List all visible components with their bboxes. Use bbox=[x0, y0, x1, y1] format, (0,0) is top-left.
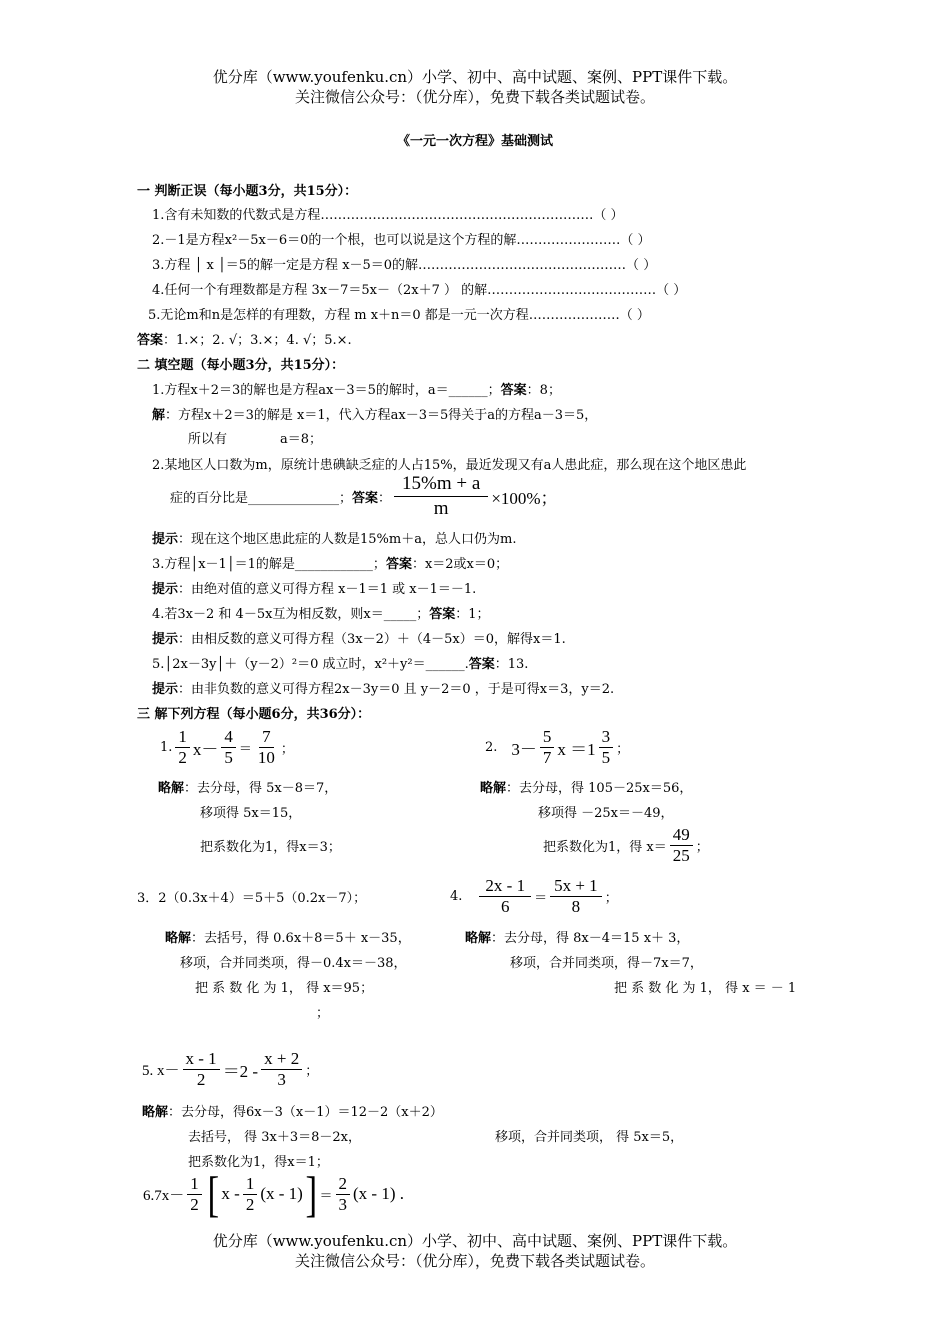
s1-answer bbox=[137, 329, 352, 348]
s3-p5-tail: ； bbox=[305, 1063, 319, 1079]
s3-p2-r-den: 25 bbox=[672, 845, 690, 865]
s2-q1-text: 1.方程x＋2＝3的解也是方程ax－3＝5的解时，a＝______； bbox=[152, 383, 501, 398]
s3-p3-lue: 略解 bbox=[165, 931, 192, 946]
s3-p6-pre: 6.7x－ bbox=[143, 1187, 185, 1204]
s1-answer-label: 答案 bbox=[137, 333, 164, 348]
s3-p2-num: 2. bbox=[485, 739, 498, 755]
s3-p4-frac-2 bbox=[550, 876, 602, 917]
s2-q2-frac-den: m bbox=[433, 497, 449, 519]
s3-p2-f2-den: 5 bbox=[601, 747, 611, 767]
s3-p1-tail: ； bbox=[280, 741, 294, 757]
footer-line-2: 关注微信公众号：（优分库），免费下载各类试题试卷。 bbox=[294, 1252, 655, 1270]
s3-p6-eq: ＝ bbox=[319, 1188, 333, 1204]
s3-p2-pre: 3－ bbox=[511, 739, 537, 759]
s3-p6-f1-den: 2 bbox=[190, 1194, 199, 1214]
s2-q3 bbox=[152, 553, 508, 572]
s2-q1-solution bbox=[152, 404, 597, 423]
s3-p2-mid: x ＝1 bbox=[557, 739, 596, 759]
s3-p2-rtail: ； bbox=[695, 839, 709, 855]
s3-p1-frac-2 bbox=[221, 727, 236, 768]
s2-q3-answer-label: 答案 bbox=[385, 557, 412, 572]
s3-p6-in1: x - bbox=[221, 1184, 240, 1203]
s2-q5-hint-label: 提示 bbox=[152, 682, 179, 697]
s3-p6-right-bracket: ] bbox=[305, 1166, 317, 1222]
s1-item-3: 3.方程 │ x │＝5的解一定是方程 x－5＝0的解…………………………………………（ ） bbox=[152, 258, 657, 273]
s3-p6-frac-2 bbox=[243, 1174, 258, 1215]
s3-p1-f1-den: 2 bbox=[178, 747, 187, 767]
s2-q3-hint-label: 提示 bbox=[152, 582, 179, 597]
s2-q2-hint-text: ：现在这个地区患此症的人数是15%m＋a，总人口仍为m. bbox=[178, 532, 517, 547]
s3-p3-sol-2: 移项，合并同类项，得－0.4x＝－38， bbox=[180, 956, 407, 971]
s3-p5-f2-num: x + 2 bbox=[261, 1049, 302, 1070]
s3-p6-f2-num: 1 bbox=[243, 1174, 258, 1195]
s2-q2-colon: ： bbox=[378, 490, 392, 506]
s3-p5-frac-2 bbox=[261, 1049, 302, 1090]
s3-p1-f2-num: 4 bbox=[221, 727, 236, 748]
s3-p2-frac-2 bbox=[599, 727, 614, 768]
s3-p5-f1-den: 2 bbox=[196, 1069, 206, 1089]
s3-p1-frac-1 bbox=[175, 727, 190, 768]
s2-q4 bbox=[152, 603, 490, 622]
s3-p1-f3-num: 7 bbox=[259, 727, 274, 748]
header-line-2: 关注微信公众号：（优分库），免费下载各类试题试卷。 bbox=[294, 88, 655, 106]
s3-p2-f2-num: 3 bbox=[599, 727, 614, 748]
s2-q5-text: 5.│2x－3y│＋（y－2）²＝0 成立时，x²＋y²＝______. bbox=[152, 657, 469, 672]
s2-q3-answer: ：x＝2或x＝0； bbox=[411, 557, 509, 572]
s2-q1-answer-label: 答案 bbox=[500, 383, 527, 398]
s3-p4-num: 4. bbox=[450, 888, 463, 904]
s3-p5-sol-3: 把系数化为1，得x＝1； bbox=[188, 1155, 329, 1170]
s3-p4-sol-1 bbox=[465, 927, 689, 946]
s2-q5-answer-label: 答案 bbox=[468, 657, 495, 672]
s3-p3-l1: ：去括号，得 0.6x＋8＝5＋ x－35， bbox=[191, 931, 411, 946]
s3-p1-f2-den: 5 bbox=[224, 747, 233, 767]
s2-q4-hint-label: 提示 bbox=[152, 632, 179, 647]
s3-p3-sol-4: ； bbox=[316, 1006, 330, 1021]
s2-q2-answer-fraction bbox=[394, 472, 488, 521]
s2-q2: 2.某地区人口数为m，原统计患碘缺乏症的人占15%，最近发现又有a人患此症，那么现在这个地区患此 bbox=[152, 458, 747, 473]
s2-q3-text: 3.方程│x－1│＝1的解是____________； bbox=[152, 557, 386, 572]
footer-line-1: 优分库（www.youfenku.cn）小学、初中、高中试题、案例、PPT课件下载。 bbox=[212, 1232, 738, 1250]
s3-p2-frac-1 bbox=[540, 727, 555, 768]
section-3-heading: 三 解下列方程（每小题6分，共36分）： bbox=[137, 707, 371, 722]
s2-q5 bbox=[152, 653, 528, 672]
s3-p6-in2: (x - 1) bbox=[260, 1184, 303, 1203]
s3-p4-f1-den: 6 bbox=[500, 896, 510, 916]
s2-q5-hint bbox=[152, 678, 614, 697]
s3-p4-eq: ＝ bbox=[534, 890, 548, 906]
s3-p1-frac-3 bbox=[255, 727, 278, 768]
s3-p5-frac-1 bbox=[183, 1049, 220, 1090]
s3-p1-f3-den: 10 bbox=[257, 747, 275, 767]
s2-q5-hint-text: ：由非负数的意义可得方程2x－3y＝0 且 y－2＝0 ，于是可得x＝3，y＝2. bbox=[178, 682, 615, 697]
s3-p5-mid: ＝2 - bbox=[222, 1061, 259, 1081]
s3-p2-r-num: 49 bbox=[670, 825, 693, 846]
section-2-heading: 二 填空题（每小题3分，共15分）： bbox=[137, 358, 345, 373]
s3-p2-equation bbox=[485, 724, 629, 770]
s2-q4-hint-text: ：由相反数的意义可得方程（3x－2）＋（4－5x）＝0，解得x＝1. bbox=[178, 632, 566, 647]
s3-p2-sol-3 bbox=[543, 822, 709, 868]
s2-q2-frac-tail: ×100%； bbox=[491, 488, 558, 508]
s3-p1-sol-2: 移项得 5x＝15， bbox=[200, 806, 302, 821]
s3-p1-sol-1 bbox=[158, 777, 337, 796]
s3-p2-l1: ：去分母，得 105－25x＝56， bbox=[506, 781, 693, 796]
s3-p5-lue: 略解 bbox=[142, 1105, 169, 1120]
s3-p5-f1-num: x - 1 bbox=[183, 1049, 220, 1070]
s3-p6-equation bbox=[143, 1167, 404, 1221]
s3-p2-f1-den: 7 bbox=[542, 747, 552, 767]
s2-q4-answer: ：1； bbox=[455, 607, 490, 622]
s3-p6-f3-den: 3 bbox=[338, 1194, 347, 1214]
s3-p2-l3: 把系数化为1，得 x＝ bbox=[543, 839, 667, 855]
s3-p1-sol-3: 把系数化为1，得x＝3； bbox=[200, 840, 341, 855]
s2-q2-hint-label: 提示 bbox=[152, 532, 179, 547]
s2-q1-solution-text: ：方程x＋2＝3的解是 x＝1，代入方程ax－3＝5得关于a的方程a－3＝5， bbox=[165, 408, 598, 423]
page-title: 《一元一次方程》基础测试 bbox=[396, 134, 553, 149]
s3-p4-f2-num: 5x + 1 bbox=[550, 876, 602, 897]
s3-p6-tail: (x - 1) . bbox=[353, 1184, 404, 1203]
s1-item-1: 1.含有未知数的代数式是方程………………………………………………………（ ） bbox=[152, 208, 624, 223]
s3-p6-f1-num: 1 bbox=[187, 1174, 202, 1195]
s3-p5-sol-2b: 移项，合并同类项， 得 5x＝5， bbox=[495, 1130, 684, 1145]
s3-p6-frac-1 bbox=[187, 1174, 202, 1215]
s2-q3-hint-text: ：由绝对值的意义可得方程 x－1＝1 或 x－1＝－1. bbox=[178, 582, 477, 597]
s3-p5-f2-den: 3 bbox=[277, 1069, 286, 1089]
s3-p6-frac-3 bbox=[336, 1174, 351, 1215]
s3-p4-l1: ：去分母，得 8x－4＝15 x＋ 3， bbox=[491, 931, 690, 946]
s2-q4-hint bbox=[152, 628, 566, 647]
s3-p2-result-frac bbox=[670, 825, 693, 866]
s3-p6-f2-den: 2 bbox=[245, 1194, 255, 1214]
header-line-1: 优分库（www.youfenku.cn）小学、初中、高中试题、案例、PPT课件下载。 bbox=[212, 68, 738, 86]
s3-p4-f2-den: 8 bbox=[571, 896, 581, 916]
s1-answer-text: ：1.×；2. √；3.×；4. √；5.×. bbox=[163, 333, 352, 348]
s2-q2-hint bbox=[152, 528, 516, 547]
s3-p4-sol-3: 把 系 数 化 为 1， 得 x ＝ － 1 bbox=[614, 981, 797, 996]
s3-p5-sol-1 bbox=[142, 1101, 443, 1120]
s2-q4-text: 4.若3x－2 和 4－5x互为相反数，则x＝_____； bbox=[152, 607, 430, 622]
s3-p1-l1: ：去分母，得 5x－8＝7， bbox=[184, 781, 338, 796]
s2-q1 bbox=[152, 379, 561, 398]
s3-p5-equation bbox=[142, 1044, 318, 1094]
s1-item-4: 4.任何一个有理数都是方程 3x－7＝5x－（2x＋7 ） 的解…………………………………（ ） bbox=[152, 283, 687, 298]
s3-p1-f1-num: 1 bbox=[175, 727, 190, 748]
s3-p2-tail: ； bbox=[616, 741, 630, 757]
s3-p2-f1-num: 5 bbox=[540, 727, 555, 748]
s3-p1-num: 1. bbox=[160, 739, 173, 755]
s3-p5-sol-2a: 去括号， 得 3x＋3＝8－2x， bbox=[188, 1130, 362, 1145]
s3-p2-sol-1 bbox=[480, 777, 692, 796]
s2-q2-blank: 症的百分比是______________； bbox=[170, 490, 353, 506]
s2-q3-hint bbox=[152, 578, 476, 597]
s2-q1-solution-label: 解 bbox=[152, 408, 166, 423]
s3-p1-mid: x－ bbox=[192, 739, 219, 759]
s2-q2-frac-num: 15%m + a bbox=[394, 472, 488, 497]
s3-p4-tail: ； bbox=[604, 890, 618, 906]
s3-p1-equation bbox=[160, 724, 294, 770]
s3-p2-sol-2: 移项得 －25x＝－49， bbox=[538, 806, 674, 821]
s3-p6-left-bracket: [ bbox=[207, 1166, 219, 1222]
s3-p5-l1: ：去分母，得6x－3（x－1）＝12－2（x＋2） bbox=[168, 1105, 443, 1120]
s3-p4-frac-1 bbox=[479, 876, 531, 917]
s3-p2-lue: 略解 bbox=[480, 781, 507, 796]
s1-item-2: 2.－1是方程x²－5x－6＝0的一个根，也可以说是这个方程的解……………………（ ） bbox=[152, 233, 651, 248]
s3-p4-lue: 略解 bbox=[465, 931, 492, 946]
s2-q2-answer-label: 答案 bbox=[352, 490, 379, 506]
s3-p1-lue: 略解 bbox=[158, 781, 185, 796]
s2-q1-solution-3: a＝8； bbox=[280, 432, 323, 447]
s3-p3-equation: 3．2（0.3x＋4）＝5＋5（0.2x－7）； bbox=[137, 891, 367, 906]
s2-q4-answer-label: 答案 bbox=[429, 607, 456, 622]
s2-q5-answer: ：13. bbox=[494, 657, 529, 672]
s3-p5-pre: 5. x－ bbox=[142, 1062, 180, 1079]
s3-p4-f1-num: 2x - 1 bbox=[479, 876, 531, 897]
s3-p1-eq: ＝ bbox=[238, 741, 252, 757]
s1-item-5: 5.无论m和n是怎样的有理数，方程 m x＋n＝0 都是一元一次方程…………………（ ） bbox=[148, 308, 650, 323]
s3-p3-sol-3: 把 系 数 化 为 1， 得 x＝95； bbox=[195, 981, 374, 996]
s3-p4-sol-2: 移项，合并同类项，得－7x＝7， bbox=[510, 956, 703, 971]
s2-q1-answer: ：8； bbox=[526, 383, 561, 398]
s2-q2-line-2 bbox=[170, 474, 558, 518]
section-1-heading: 一 判断正误（每小题3分，共15分）： bbox=[137, 184, 358, 199]
s3-p4-equation bbox=[450, 873, 618, 919]
s3-p6-f3-num: 2 bbox=[336, 1174, 351, 1195]
s2-q1-solution-2: 所以有 bbox=[188, 432, 228, 447]
s3-p3-sol-1 bbox=[165, 927, 411, 946]
